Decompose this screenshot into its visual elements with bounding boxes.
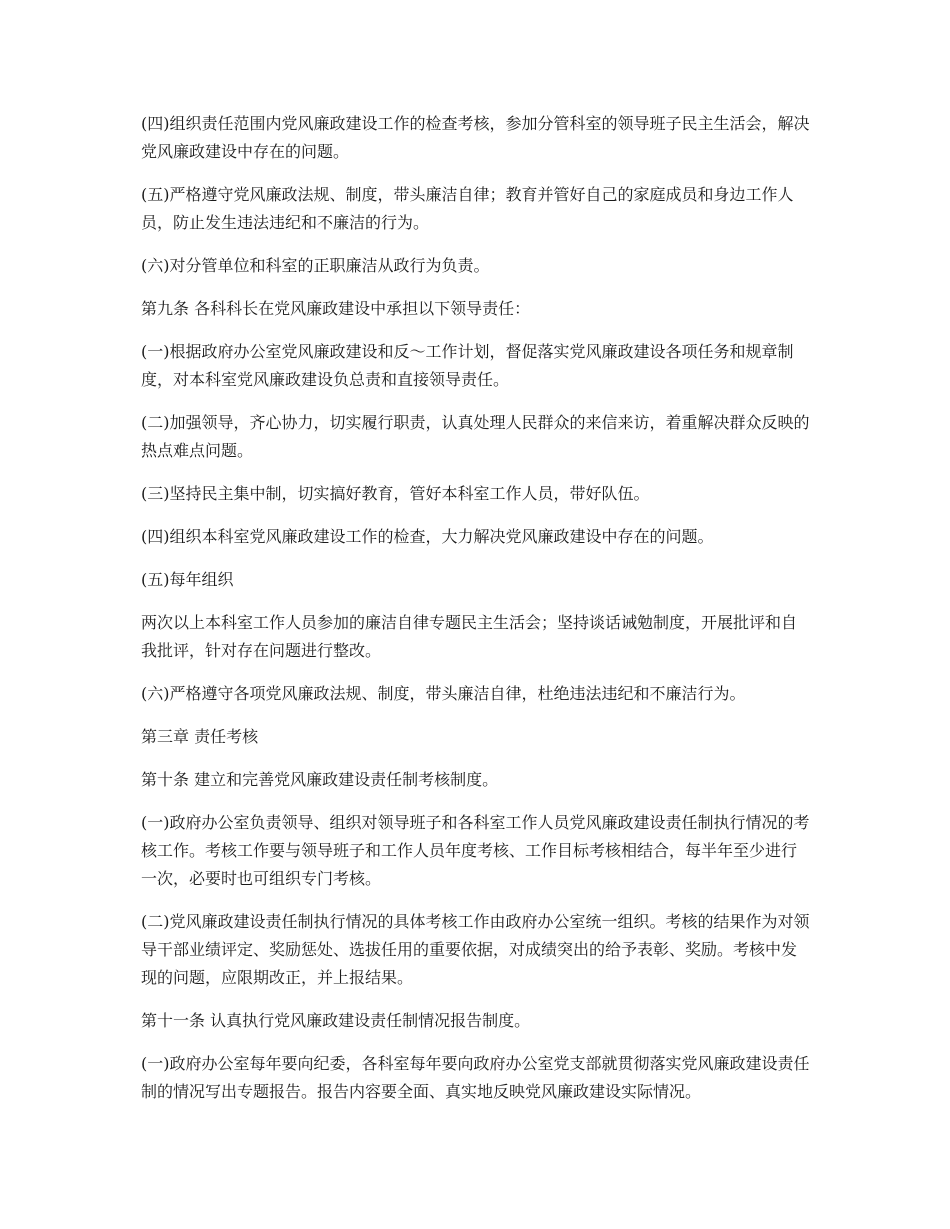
article-9-item-5: (五)每年组织: [141, 570, 234, 589]
article-9-heading: 第九条 各科科长在党风廉政建设中承担以下领导责任：: [141, 299, 531, 318]
article-9-item-4: (四)组织本科室党风廉政建设工作的检查，大力解决党风廉政建设中存在的问题。: [141, 527, 714, 546]
article-9-item-5-continued: 两次以上本科室工作人员参加的廉洁自律专题民主生活会；坚持谈话诫勉制度，开展批评和自我批评，针对存在问题进行整改。: [141, 613, 798, 660]
document-body: [141, 110, 811, 1121]
article-9-item-2: (二)加强领导，齐心协力，切实履行职责，认真处理人民群众的来信来访，着重解决群众反映的热点难点问题。: [141, 413, 810, 460]
article-10-heading: 第十条 建立和完善党风廉政建设责任制考核制度。: [141, 770, 499, 789]
article-9-item-3: (三)坚持民主集中制，切实搞好教育，管好本科室工作人员，带好队伍。: [141, 484, 650, 503]
article-11-item-1: (一)政府办公室每年要向纪委，各科室每年要向政府办公室党支部就贯彻落实党风廉政建设责任制的情况写出专题报告。报告内容要全面、真实地反映党风廉政建设实际情况。: [141, 1054, 810, 1101]
article-10-item-2: (二)党风廉政建设责任制执行情况的具体考核工作由政府办公室统一组织。考核的结果作为对领导干部业绩评定、奖励惩处、选拔任用的重要依据，对成绩突出的给予表彰、奖励。考核中发现的问题，应限期改正，并上报结果。: [141, 912, 810, 987]
article-9-item-1: (一)根据政府办公室党风廉政建设和反～工作计划，督促落实党风廉政建设各项任务和规章制度，对本科室党风廉政建设负总责和直接领导责任。: [141, 342, 794, 389]
article-9-item-6: (六)严格遵守各项党风廉政法规、制度，带头廉洁自律，杜绝违法违纪和不廉洁行为。: [141, 684, 746, 703]
chapter-3-heading: 第三章 责任考核: [141, 727, 259, 746]
article-11-heading: 第十一条 认真执行党风廉政建设责任制情况报告制度。: [141, 1011, 531, 1030]
article-10-item-1: (一)政府办公室负责领导、组织对领导班子和各科室工作人员党风廉政建设责任制执行情况的考核工作。考核工作要与领导班子和工作人员年度考核、工作目标考核相结合，每半年至少进行一次，必要时也可组织专门考核。: [141, 813, 810, 888]
paragraph-4-organize-inspection: (四)组织责任范围内党风廉政建设工作的检查考核，参加分管科室的领导班子民主生活会，解决党风廉政建设中存在的问题。: [141, 114, 810, 161]
paragraph-5-comply-regulations: (五)严格遵守党风廉政法规、制度，带头廉洁自律；教育并管好自己的家庭成员和身边工作人员，防止发生违法违纪和不廉洁的行为。: [141, 185, 794, 232]
paragraph-6-responsible-for-heads: (六)对分管单位和科室的正职廉洁从政行为负责。: [141, 256, 490, 275]
